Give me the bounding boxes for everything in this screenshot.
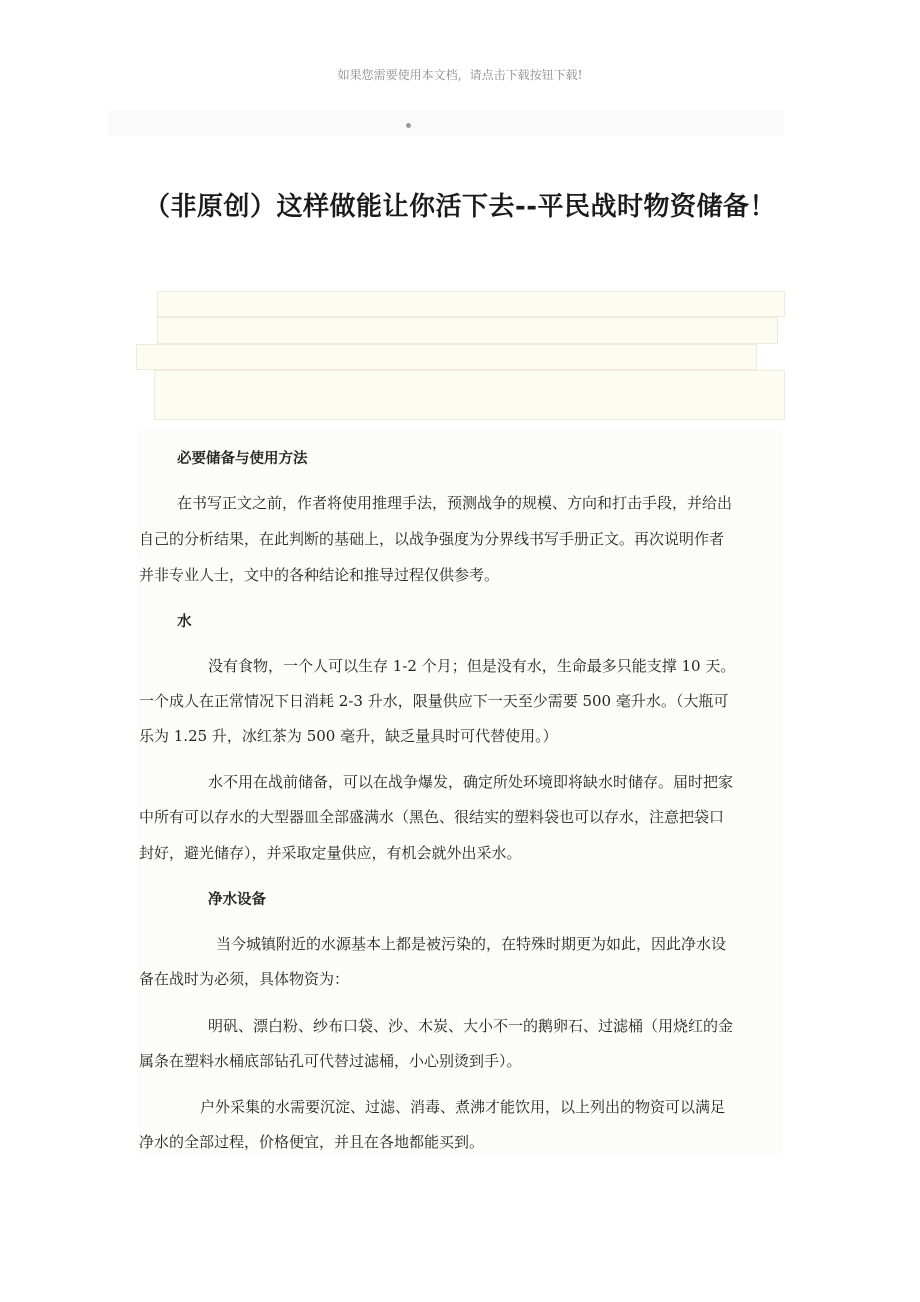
placeholder-box	[157, 317, 778, 344]
toolbar-band	[108, 110, 784, 136]
paragraph-line: 没有食物，一个人可以生存 1-2 个月；但是没有水，生命最多只能支撑 10 天。	[208, 657, 736, 675]
paragraph-line: 封好，避光储存），并采取定量供应，有机会就外出采水。	[139, 844, 522, 862]
page-title: （非原创）这样做能让你活下去--平民战时物资储备！	[143, 192, 777, 222]
section-heading: 净水设备	[208, 892, 266, 908]
paragraph-line: 水不用在战前储备，可以在战争爆发，确定所处环境即将缺水时储存。届时把家	[208, 773, 734, 791]
paragraph-line: 在书写正文之前，作者将使用推理手法，预测战争的规模、方向和打击手段，并给出	[177, 494, 733, 512]
paragraph-line: 并非专业人士，文中的各种结论和推导过程仅供参考。	[139, 566, 500, 584]
paragraph-line: 当今城镇附近的水源基本上都是被污染的，在特殊时期更为如此，因此净水设	[216, 935, 727, 953]
paragraph-line: 备在战时为必须，具体物资为：	[139, 970, 350, 988]
dot-icon	[406, 123, 411, 128]
paragraph-line: 一个成人在正常情况下日消耗 2-3 升水，限量供应下一天至少需要 500 毫升水。（大瓶可	[139, 692, 729, 710]
paragraph-line: 属条在塑料水桶底部钻孔可代替过滤桶，小心别烫到手）。	[139, 1052, 522, 1070]
paragraph-line: 净水的全部过程，价格便宜，并且在各地都能买到。	[139, 1133, 485, 1151]
placeholder-box	[157, 291, 785, 317]
paragraph-line: 自己的分析结果，在此判断的基础上，以战争强度为分界线书写手册正文。再次说明作者	[139, 530, 725, 548]
section-heading: 必要储备与使用方法	[177, 451, 308, 467]
paragraph-line: 户外采集的水需要沉淀、过滤、消毒、煮沸才能饮用，以上列出的物资可以满足	[200, 1098, 726, 1116]
paragraph-line: 明矾、漂白粉、纱布口袋、沙、木炭、大小不一的鹅卵石、过滤桶（用烧红的金	[208, 1017, 734, 1035]
paragraph-line: 乐为 1.25 升，冰红茶为 500 毫升，缺乏量具时可代替使用。）	[139, 727, 558, 745]
section-heading: 水	[177, 614, 192, 630]
download-notice: 如果您需要使用本文档，请点击下载按钮下载!	[337, 68, 583, 82]
placeholder-box	[154, 370, 785, 420]
placeholder-box	[136, 344, 757, 370]
paragraph-line: 中所有可以存水的大型器皿全部盛满水（黑色、很结实的塑料袋也可以存水，注意把袋口	[139, 808, 725, 826]
